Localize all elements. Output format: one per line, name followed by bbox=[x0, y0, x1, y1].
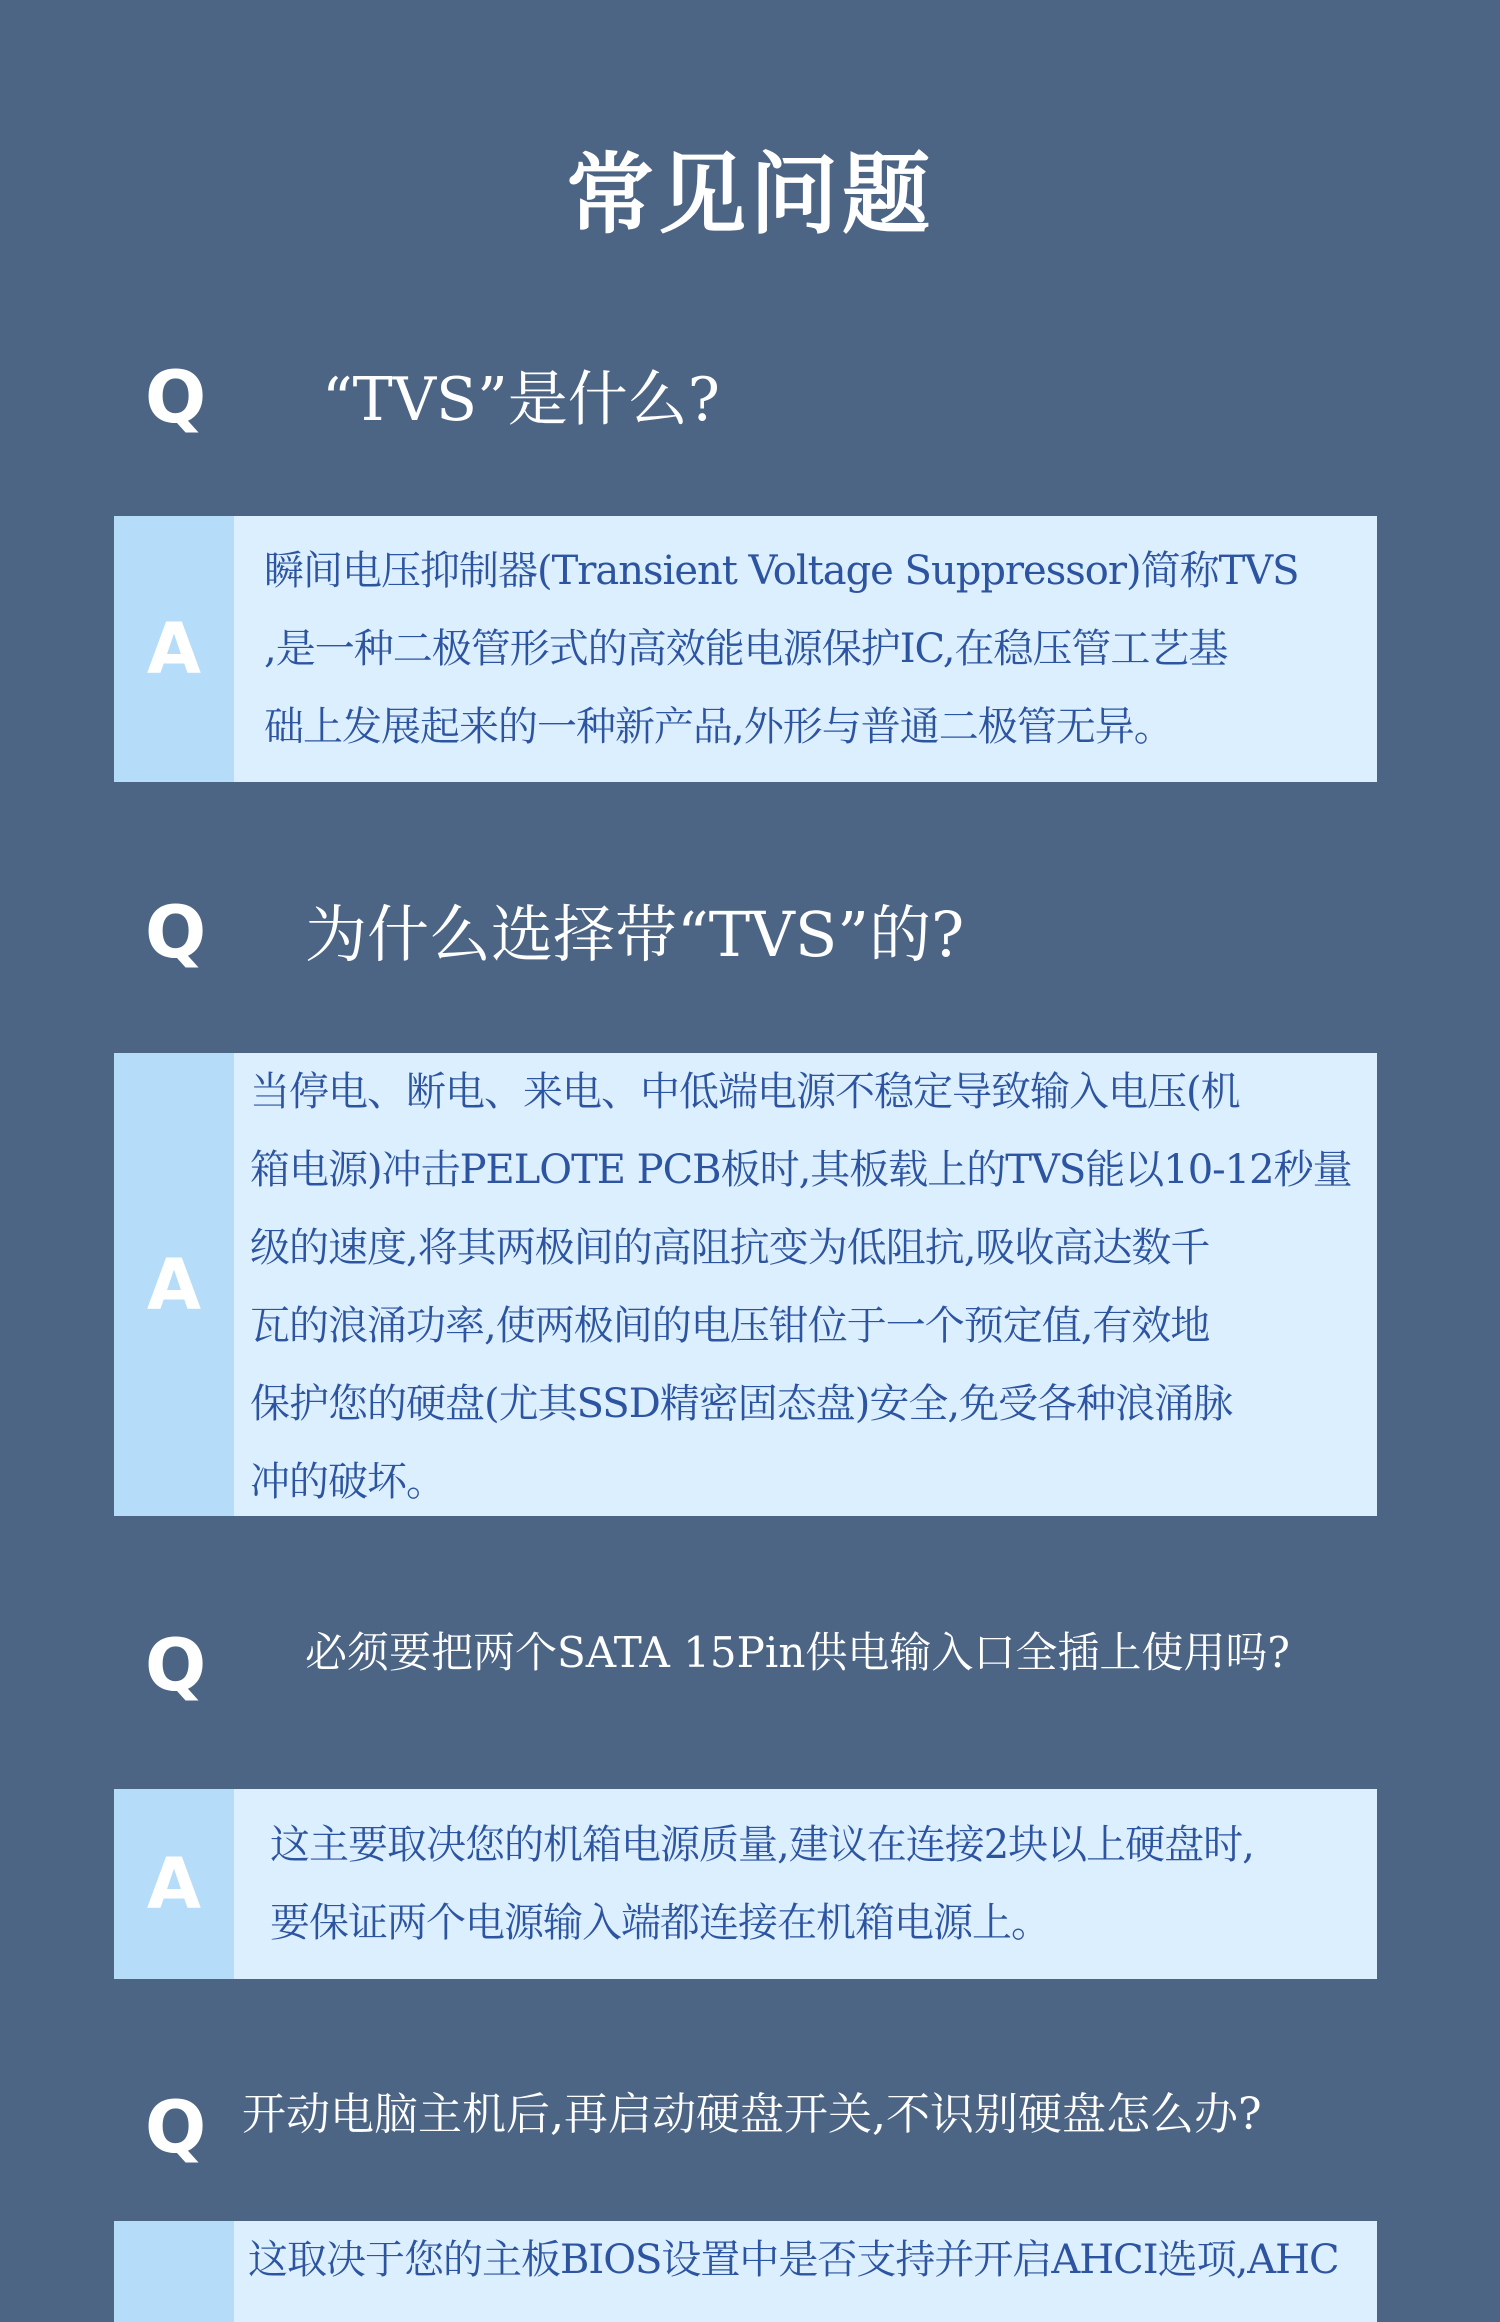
answer-text bbox=[270, 1806, 1365, 1962]
faq-answer-3 bbox=[114, 1789, 1377, 1979]
answer-line: 这取决于您的主板BIOS设置中是否支持并开启AHCI选项,AHC bbox=[248, 2237, 1339, 2283]
answer-line: 这主要取决您的机箱电源质量,建议在连接2块以上硬盘时, bbox=[270, 1822, 1254, 1868]
question-text: “TVS”是什么? bbox=[322, 365, 720, 435]
q-marker: Q bbox=[145, 890, 207, 974]
answer-line: 当停电、断电、来电、中低端电源不稳定导致输入电压(机 bbox=[250, 1069, 1240, 1115]
answer-line: 瓦的浪涌功率,使两极间的电压钳位于一个预定值,有效地 bbox=[250, 1303, 1210, 1349]
page-title: 常见问题 bbox=[565, 143, 934, 246]
q-marker: Q bbox=[145, 355, 207, 439]
q-marker: Q bbox=[145, 2085, 207, 2169]
answer-line: 箱电源)冲击PELOTE PCB板时,其板载上的TVS能以10-12秒量 bbox=[250, 1147, 1352, 1193]
question-text: 开动电脑主机后,再启动硬盘开关,不识别硬盘怎么办? bbox=[242, 2089, 1262, 2140]
answer-line: 级的速度,将其两极间的高阻抗变为低阻抗,吸收高达数千 bbox=[250, 1225, 1210, 1271]
answer-line: 础上发展起来的一种新产品,外形与普通二极管无异。 bbox=[264, 704, 1173, 750]
answer-line: 保护您的硬盘(尤其SSD精密固态盘)安全,免受各种浪涌脉 bbox=[250, 1381, 1233, 1427]
answer-line: 要保证两个电源输入端都连接在机箱电源上。 bbox=[270, 1900, 1050, 1946]
answer-text bbox=[248, 2221, 1365, 2299]
answer-line: 冲的破坏。 bbox=[250, 1459, 445, 1505]
faq-answer-2 bbox=[114, 1053, 1377, 1516]
a-marker: A bbox=[146, 1843, 202, 1925]
a-marker: A bbox=[146, 1243, 202, 1326]
q-marker: Q bbox=[145, 1623, 207, 1707]
answer-line: 瞬间电压抑制器(Transient Voltage Suppressor)简称TVS bbox=[264, 548, 1299, 594]
question-text: 必须要把两个SATA 15Pin供电输入口全插上使用吗? bbox=[305, 1628, 1290, 1677]
a-marker: A bbox=[146, 608, 202, 690]
answer-text bbox=[264, 532, 1365, 766]
faq-answer-1 bbox=[114, 516, 1377, 782]
faq-question-3 bbox=[0, 1623, 1500, 1713]
faq-question-1 bbox=[0, 355, 1500, 445]
answer-line: ,是一种二极管形式的高效能电源保护IC,在稳压管工艺基 bbox=[264, 626, 1228, 672]
answer-stripe bbox=[114, 2221, 234, 2322]
answer-text bbox=[250, 1053, 1365, 1521]
faq-question-2 bbox=[0, 890, 1500, 980]
faq-answer-4 bbox=[114, 2221, 1377, 2322]
faq-question-4 bbox=[0, 2085, 1500, 2175]
question-text: 为什么选择带“TVS”的? bbox=[305, 898, 965, 971]
